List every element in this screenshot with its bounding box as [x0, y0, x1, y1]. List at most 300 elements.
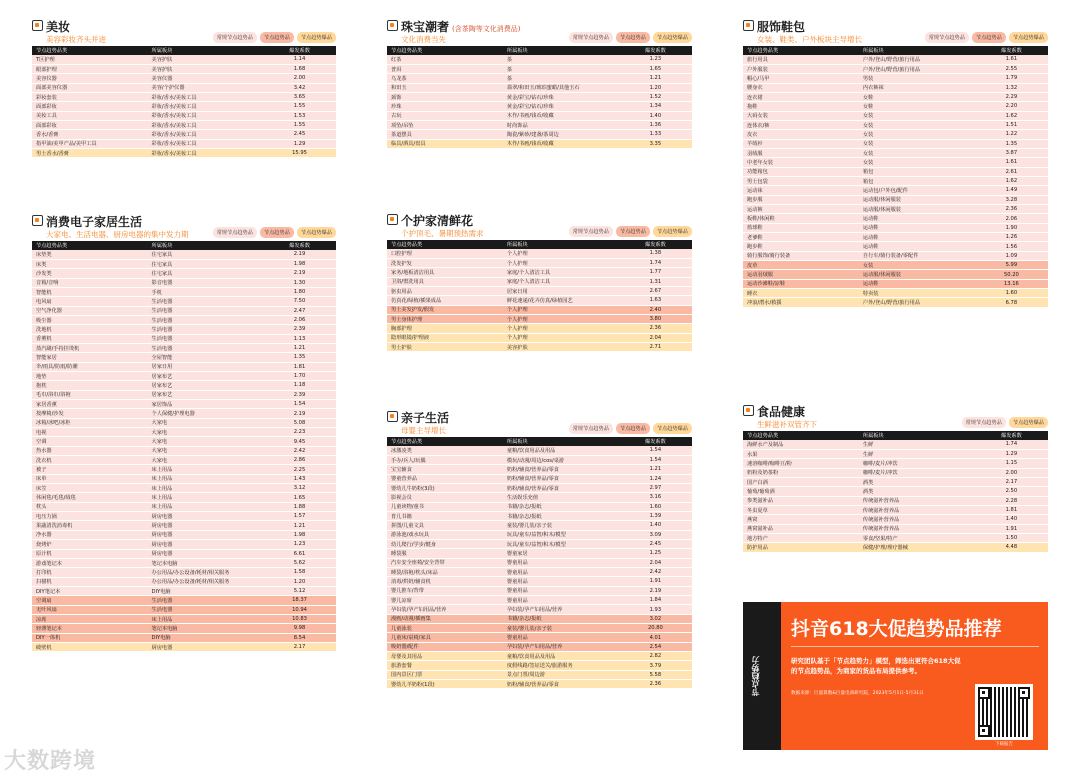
legend-hot: 节点趋势爆品: [653, 226, 692, 237]
coefficient-cell: 1.98: [263, 259, 336, 268]
sector-cell: 床上用品: [148, 465, 264, 474]
coefficient-cell: 8.54: [263, 633, 336, 642]
coefficient-cell: 2.71: [619, 342, 692, 351]
category-cell: 隐形眼镜/护理液: [387, 333, 503, 342]
category-cell: 睡袋服: [387, 549, 503, 558]
table-row: [32, 278, 336, 287]
sector-cell: 生鲜: [859, 440, 975, 449]
category-cell: 汽车安全座椅/安全背带: [387, 558, 503, 567]
sector-cell: 婴童用品: [503, 577, 619, 586]
coefficient-cell: 1.62: [975, 111, 1048, 120]
sector-cell: 男装: [859, 74, 975, 83]
category-cell: DIY笔记本: [32, 586, 148, 595]
table-row: [743, 223, 1048, 232]
category-cell: 羊绒衫: [743, 139, 859, 148]
sector-cell: 彩妆/香水/美妆工具: [148, 139, 264, 148]
coefficient-cell: 1.77: [619, 268, 692, 277]
category-cell: 连衣裙: [743, 92, 859, 101]
category-cell: 国内景区门票: [387, 670, 503, 679]
category-cell: 冰激凌类: [387, 446, 503, 455]
category-cell: 净水器: [32, 530, 148, 539]
category-cell: 户外服装: [743, 64, 859, 73]
coefficient-cell: 50.20: [975, 270, 1048, 279]
category-cell: 面部彩妆: [32, 120, 148, 129]
table-row: [32, 111, 336, 120]
category-cell: 男士身体护理: [387, 314, 503, 323]
section-title: 消费电子家居生活: [46, 215, 143, 229]
category-cell: 葡萄/葡萄酒: [743, 487, 859, 496]
coefficient-cell: 1.53: [263, 111, 336, 120]
section-electronics: [32, 213, 336, 652]
section-baby: [387, 409, 692, 689]
section-header: [743, 403, 1048, 431]
sector-cell: 度假线路/签证送关/旅游服务: [503, 661, 619, 670]
category-cell: 冰箱/冰吧/冰柜: [32, 418, 148, 427]
promo-body: 研究团队基于「节点趋势力」模型，筛选出更符合618大促的节点趋势品，为商家的货品布局提供参考。: [791, 657, 961, 675]
section-subtitle: 生鲜滋补双管齐下: [757, 420, 817, 429]
sector-cell: 床上用品: [148, 474, 264, 483]
category-cell: 智能机: [32, 287, 148, 296]
table-row: [743, 468, 1048, 477]
category-cell: 地方特产: [743, 533, 859, 542]
table-row: [32, 287, 336, 296]
trend-table: [387, 46, 692, 149]
category-cell: 幼儿爬行/学步/健身: [387, 539, 503, 548]
coefficient-cell: 1.21: [619, 465, 692, 474]
table-row: [387, 596, 692, 605]
coefficient-cell: 3.80: [619, 314, 692, 323]
table-row: [743, 130, 1048, 139]
coefficient-cell: 1.60: [619, 502, 692, 511]
category-cell: 打印机: [32, 568, 148, 577]
category-cell: 音箱/音响: [32, 278, 148, 287]
table-row: [387, 511, 692, 520]
qr-label: 下载报告: [995, 742, 1013, 747]
category-cell: 仿真花/绿植/插果成品: [387, 296, 503, 305]
sector-cell: 奶粉/辅食/营养品/零食: [503, 680, 619, 689]
sector-cell: 女装: [859, 148, 975, 157]
table-row: [743, 487, 1048, 496]
sector-cell: 居家布艺: [148, 371, 264, 380]
coefficient-cell: 1.56: [975, 242, 1048, 251]
table-row: [743, 298, 1048, 307]
category-cell: 空调扇: [32, 596, 148, 605]
coefficient-cell: 1.34: [619, 102, 692, 111]
category-cell: 腰身衣: [743, 83, 859, 92]
sector-cell: 居家布艺: [148, 381, 264, 390]
category-cell: 古玩: [387, 111, 503, 120]
sector-cell: 家居饰品: [148, 400, 264, 409]
section-title: 珠宝潮奢 (含茶陶等文化消费品): [401, 20, 521, 34]
sector-cell: 居家日用: [148, 362, 264, 371]
sector-cell: 美容护肤: [148, 55, 264, 64]
table-row: [32, 362, 336, 371]
legend-hot: 节点趋势爆品: [297, 32, 336, 43]
coefficient-cell: 1.50: [975, 533, 1048, 542]
coefficient-cell: 1.58: [263, 568, 336, 577]
coefficient-cell: 1.25: [619, 549, 692, 558]
category-cell: 洗地机: [32, 325, 148, 334]
legend-hot: 节点趋势爆品: [653, 423, 692, 434]
category-cell: 电压力锅: [32, 512, 148, 521]
sector-cell: 运动服/休闲服装: [859, 195, 975, 204]
category-cell: 奶粉及奶茶粉: [743, 468, 859, 477]
promo-panel: [743, 602, 1048, 750]
category-cell: 智能家居: [32, 353, 148, 362]
category-cell: 果蔬清洗消毒机: [32, 521, 148, 530]
table-row: [743, 186, 1048, 195]
coefficient-cell: 1.61: [975, 158, 1048, 167]
section-food: [743, 403, 1048, 553]
coefficient-cell: 2.23: [263, 428, 336, 437]
col-header-sector: 所属板块: [503, 437, 619, 446]
table-row: [32, 148, 336, 157]
sector-cell: 个人护理: [503, 305, 619, 314]
table-row: [387, 680, 692, 689]
table-row: [32, 371, 336, 380]
sector-cell: 箱包: [859, 176, 975, 185]
food-icon: [743, 405, 754, 416]
col-header-coefficient: 爆发系数: [619, 46, 692, 55]
sector-cell: 厨房电器: [148, 642, 264, 651]
coefficient-cell: 1.68: [263, 64, 336, 73]
table-row: [743, 477, 1048, 486]
sector-cell: 婴童用品: [503, 596, 619, 605]
table-row: [387, 249, 692, 258]
sector-cell: 童粮/饮食用品及用品: [503, 446, 619, 455]
sector-cell: 全屋智能: [148, 353, 264, 362]
coefficient-cell: 2.36: [619, 680, 692, 689]
sector-cell: 童装/婴儿装/亲子装: [503, 624, 619, 633]
sector-cell: 厨房电器: [148, 549, 264, 558]
sector-cell: 茶: [503, 74, 619, 83]
coefficient-cell: 1.74: [975, 440, 1048, 449]
coefficient-cell: 1.54: [619, 446, 692, 455]
coefficient-cell: 3.65: [263, 92, 336, 101]
trend-table: [387, 240, 692, 352]
sector-cell: 生活电器: [148, 306, 264, 315]
coefficient-cell: 2.04: [619, 333, 692, 342]
coefficient-cell: 2.25: [263, 465, 336, 474]
table-row: [743, 158, 1048, 167]
promo-footnote: 数据来源：巨量算数&巨量电商研究院，2023年5月1日-5月31日: [791, 691, 924, 696]
section-header: [32, 213, 336, 241]
sector-cell: 彩妆/香水/美妆工具: [148, 120, 264, 129]
sector-cell: 手机: [148, 287, 264, 296]
category-cell: 洗发护发: [387, 258, 503, 267]
shoe-icon: [743, 20, 754, 31]
table-row: [743, 449, 1048, 458]
coefficient-cell: 1.33: [619, 130, 692, 139]
table-row: [32, 259, 336, 268]
category-cell: 速溶咖啡/咖啡豆/粉: [743, 459, 859, 468]
col-header-coefficient: 爆发系数: [263, 241, 336, 250]
coefficient-cell: 4.48: [975, 543, 1048, 552]
table-row: [32, 306, 336, 315]
sector-cell: 保健/护理/理疗器械: [859, 543, 975, 552]
table-row: [32, 577, 336, 586]
category-cell: 皮草: [743, 261, 859, 270]
baby-icon: [387, 411, 398, 422]
sector-cell: 咖啡/麦片/冲饮: [859, 459, 975, 468]
coefficient-cell: 5.62: [263, 558, 336, 567]
trend-table: [32, 241, 336, 652]
col-header-sector: 所属板块: [859, 46, 975, 55]
table-row: [387, 642, 692, 651]
coefficient-cell: 1.81: [263, 362, 336, 371]
coefficient-cell: 2.39: [263, 390, 336, 399]
sector-cell: 运动包/户外包/配件: [859, 186, 975, 195]
coefficient-cell: 1.60: [975, 289, 1048, 298]
table-row: [387, 258, 692, 267]
coefficient-cell: 3.87: [975, 148, 1048, 157]
sector-cell: 运动鞋: [859, 214, 975, 223]
category-cell: 红茶: [387, 55, 503, 64]
qr-code-icon[interactable]: [975, 684, 1033, 740]
category-cell: 冬虫夏草: [743, 505, 859, 514]
table-row: [387, 333, 692, 342]
table-row: [32, 502, 336, 511]
coefficient-cell: 2.19: [263, 250, 336, 259]
sector-cell: 居家日用: [503, 286, 619, 295]
table-row: [32, 465, 336, 474]
table-row: [743, 515, 1048, 524]
section-apparel: [743, 18, 1048, 308]
legend-trend: 节点趋势品: [616, 32, 650, 43]
coefficient-cell: 3.12: [263, 484, 336, 493]
table-row: [743, 55, 1048, 64]
section-personal-care: [387, 212, 692, 352]
table-row: [32, 568, 336, 577]
category-cell: 影视会员: [387, 493, 503, 502]
legend-hot: 节点趋势爆品: [653, 32, 692, 43]
sector-cell: 彩妆/香水/美妆工具: [148, 111, 264, 120]
table-row: [32, 540, 336, 549]
table-row: [387, 605, 692, 614]
sector-cell: 茶: [503, 64, 619, 73]
coefficient-cell: 3.02: [619, 614, 692, 623]
legend: [569, 32, 692, 43]
section-header: [387, 409, 692, 437]
sector-cell: 个人护理: [503, 258, 619, 267]
sector-cell: 大家电: [148, 456, 264, 465]
sector-cell: 美容仪器: [148, 74, 264, 83]
sector-cell: 奶粉/辅食/营养品/零食: [503, 483, 619, 492]
table-row: [32, 315, 336, 324]
category-cell: 指甲油/美甲产品/美甲工具: [32, 139, 148, 148]
category-cell: 伞/雨具/防雨/防潮: [32, 362, 148, 371]
category-cell: 皮衣: [743, 130, 859, 139]
legend-hot: 节点趋势爆品: [1009, 417, 1048, 428]
table-row: [387, 102, 692, 111]
table-row: [743, 533, 1048, 542]
table-row: [387, 502, 692, 511]
coefficient-cell: 1.23: [263, 540, 336, 549]
table-row: [32, 250, 336, 259]
sector-cell: 床上用品: [148, 502, 264, 511]
sector-cell: 特卖装: [859, 289, 975, 298]
sector-cell: 办公用品/办公设备/耗材/相关服务: [148, 577, 264, 586]
sector-cell: 个人护理: [503, 324, 619, 333]
col-header-category: 节点趋势品类: [387, 46, 503, 55]
coefficient-cell: 1.54: [263, 400, 336, 409]
legend-hot: 节点趋势爆品: [297, 227, 336, 238]
coefficient-cell: 2.00: [263, 74, 336, 83]
coefficient-cell: 1.40: [619, 521, 692, 530]
category-cell: 男士护肤: [387, 342, 503, 351]
table-row: [743, 176, 1048, 185]
category-cell: 运动沙滩鞋/凉鞋: [743, 279, 859, 288]
category-cell: 帽心/马甲: [743, 74, 859, 83]
table-row: [743, 102, 1048, 111]
category-cell: 空气净化器: [32, 306, 148, 315]
category-cell: 手办/兵人/玩偶: [387, 455, 503, 464]
coefficient-cell: 3.16: [619, 493, 692, 502]
coefficient-cell: 1.21: [263, 521, 336, 530]
sector-cell: 个人护理: [503, 333, 619, 342]
coefficient-cell: 1.29: [263, 139, 336, 148]
table-row: [32, 92, 336, 101]
category-cell: 面部彩妆: [32, 102, 148, 111]
coefficient-cell: 2.86: [263, 456, 336, 465]
category-cell: 轻薄笔记本: [32, 624, 148, 633]
table-row: [32, 446, 336, 455]
sector-cell: 美容护肤: [503, 342, 619, 351]
sector-cell: 生活电器: [148, 334, 264, 343]
section-subtitle: 女装、鞋类、户外板块主导增长: [757, 35, 862, 44]
sector-cell: 生活电器: [148, 315, 264, 324]
coefficient-cell: 10.83: [263, 614, 336, 623]
sector-cell: 箱包: [859, 167, 975, 176]
coefficient-cell: 1.79: [975, 74, 1048, 83]
category-cell: 婴儿推车/背带: [387, 586, 503, 595]
table-row: [32, 325, 336, 334]
legend: [213, 32, 336, 43]
section-subtitle: 个护顶毛、暑期预热需求: [401, 229, 484, 238]
table-row: [387, 139, 692, 148]
category-cell: 热水器: [32, 446, 148, 455]
sector-cell: 孕妇装/孕产妇用品/营养: [503, 605, 619, 614]
coefficient-cell: 1.24: [619, 474, 692, 483]
table-row: [743, 270, 1048, 279]
coefficient-cell: 2.19: [263, 269, 336, 278]
category-cell: 美容仪器: [32, 74, 148, 83]
coefficient-cell: 2.17: [263, 642, 336, 651]
promo-divider: [791, 646, 1039, 647]
coefficient-cell: 15.95: [263, 148, 336, 157]
coefficient-cell: 2.04: [619, 558, 692, 567]
coefficient-cell: 6.78: [975, 298, 1048, 307]
sector-cell: 鲜花速递/花卉仿真/绿植园艺: [503, 296, 619, 305]
category-cell: 婴儿凉席: [387, 596, 503, 605]
table-row: [32, 456, 336, 465]
category-cell: 休闲毯/毛毯/绒毯: [32, 493, 148, 502]
table-row: [387, 539, 692, 548]
coefficient-cell: 3.42: [263, 83, 336, 92]
category-cell: 项坠/吊坠: [387, 120, 503, 129]
legend-regular: 常规节点趋势品: [213, 227, 257, 238]
category-cell: 拖鞋: [743, 102, 859, 111]
col-header-sector: 所属板块: [148, 46, 264, 55]
table-row: [387, 286, 692, 295]
coefficient-cell: 4.01: [619, 633, 692, 642]
category-cell: 吸尘器: [32, 315, 148, 324]
promo-title: 抖音618大促趋势品推荐: [791, 618, 1002, 640]
category-cell: 吸奶器/配件: [387, 642, 503, 651]
table-row: [743, 261, 1048, 270]
table-row: [32, 353, 336, 362]
sector-cell: 厨房电器: [148, 512, 264, 521]
sector-cell: 家庭/个人清洁工具: [503, 268, 619, 277]
category-cell: 海鲜水产及制品: [743, 440, 859, 449]
sector-cell: 住宅家具: [148, 269, 264, 278]
table-row: [32, 549, 336, 558]
category-cell: 蒸汽刷/手持挂烫机: [32, 343, 148, 352]
coefficient-cell: 1.88: [263, 502, 336, 511]
category-cell: 拼图/儿童文具: [387, 521, 503, 530]
sector-cell: 个人护理: [503, 314, 619, 323]
coefficient-cell: 2.67: [619, 286, 692, 295]
category-cell: 珍珠: [387, 102, 503, 111]
sector-cell: 厨房电器: [148, 521, 264, 530]
category-cell: 羽绒服: [743, 148, 859, 157]
coefficient-cell: 2.06: [263, 315, 336, 324]
sector-cell: 玩具/童车/益智/积木/模型: [503, 530, 619, 539]
table-row: [387, 614, 692, 623]
coefficient-cell: 2.42: [619, 567, 692, 576]
category-cell: 眼部护理: [32, 64, 148, 73]
coefficient-cell: 1.38: [619, 249, 692, 258]
legend-regular: 常规节点趋势品: [925, 32, 969, 43]
table-row: [32, 530, 336, 539]
category-cell: 孕妇装/孕产妇用品/营养: [387, 605, 503, 614]
sector-cell: 女装: [859, 120, 975, 129]
category-cell: 枕头: [32, 502, 148, 511]
sector-cell: 婴童用品: [503, 586, 619, 595]
section-title: 服饰鞋包: [757, 20, 806, 34]
sector-cell: 运动鞋: [859, 223, 975, 232]
table-row: [32, 390, 336, 399]
col-header-sector: 所属板块: [503, 240, 619, 249]
category-cell: 凉席: [32, 614, 148, 623]
coefficient-cell: 3.28: [975, 195, 1048, 204]
table-row: [32, 130, 336, 139]
category-cell: 睡衣: [743, 289, 859, 298]
category-cell: 床类: [32, 259, 148, 268]
category-cell: 游泳池/戏水玩具: [387, 530, 503, 539]
category-cell: 儿童读物/童书: [387, 502, 503, 511]
coefficient-cell: 3.09: [619, 530, 692, 539]
sector-cell: 户外/登山/野营/旅行用品: [859, 298, 975, 307]
category-cell: 无叶风扇: [32, 605, 148, 614]
table-row: [32, 605, 336, 614]
table-row: [32, 343, 336, 352]
cosmetics-icon: [32, 20, 43, 31]
sector-cell: 书籍/杂志/报纸: [503, 614, 619, 623]
legend: [213, 227, 336, 238]
table-row: [387, 92, 692, 101]
sector-cell: 大家电: [148, 418, 264, 427]
sector-cell: 个人护理: [503, 249, 619, 258]
category-cell: 水果: [743, 449, 859, 458]
legend: [569, 226, 692, 237]
section-header: [387, 18, 692, 46]
category-cell: 防护用品: [743, 543, 859, 552]
col-header-coefficient: 爆发系数: [619, 437, 692, 446]
table-row: [32, 400, 336, 409]
table-row: [743, 195, 1048, 204]
coefficient-cell: 20.80: [619, 624, 692, 633]
